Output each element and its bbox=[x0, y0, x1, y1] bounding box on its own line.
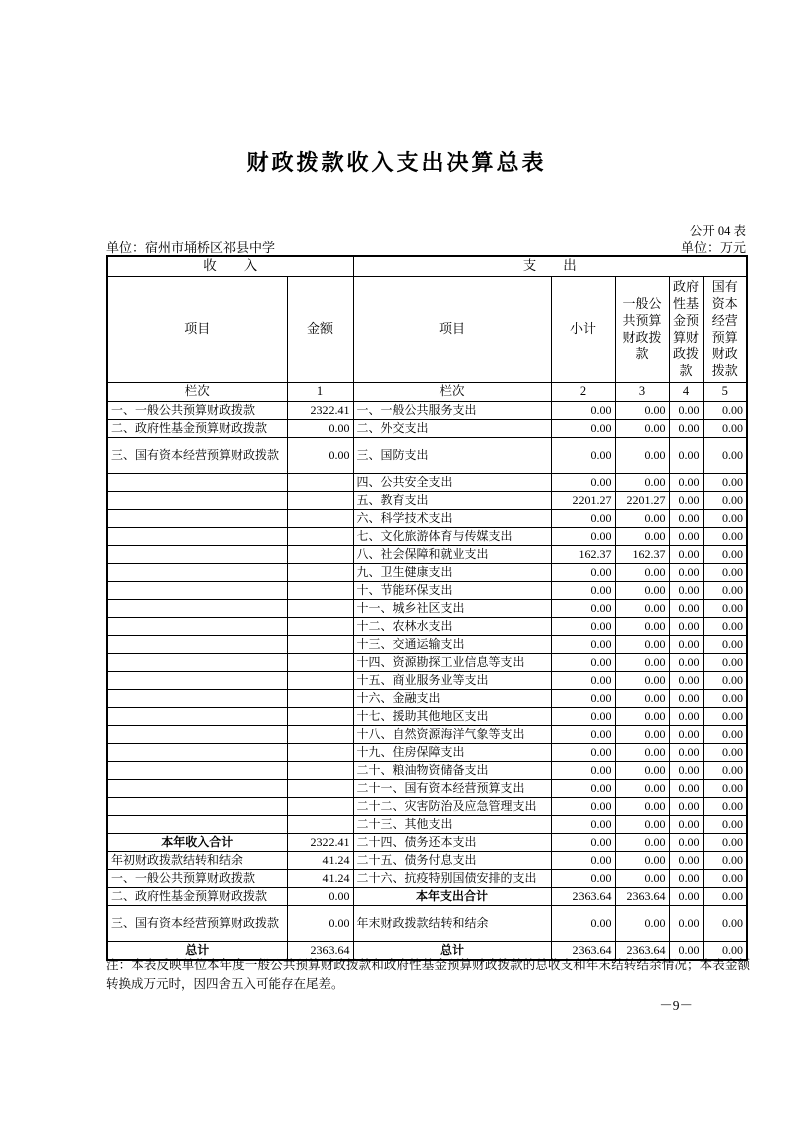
expense-general-cell: 0.00 bbox=[615, 653, 669, 671]
expense-state-cap-cell: 0.00 bbox=[703, 563, 747, 581]
expense-subtotal-cell: 0.00 bbox=[551, 635, 615, 653]
expense-gov-fund-cell: 0.00 bbox=[669, 527, 703, 545]
expense-state-cap-cell: 0.00 bbox=[703, 599, 747, 617]
expense-gov-fund-cell: 0.00 bbox=[669, 833, 703, 851]
index-col-5: 5 bbox=[703, 383, 747, 402]
table-row bbox=[107, 545, 747, 563]
income-item-cell: 二、政府性基金预算财政拨款 bbox=[107, 419, 287, 437]
income-item-cell bbox=[107, 527, 287, 545]
income-item-cell: 二、政府性基金预算财政拨款 bbox=[107, 887, 287, 905]
expense-gov-fund-cell: 0.00 bbox=[669, 545, 703, 563]
income-item-cell: 三、国有资本经营预算财政拨款 bbox=[107, 905, 287, 941]
expense-gov-fund-cell: 0.00 bbox=[669, 473, 703, 491]
expense-state-cap-cell: 0.00 bbox=[703, 689, 747, 707]
expense-subtotal-cell: 0.00 bbox=[551, 437, 615, 473]
income-amount-cell bbox=[287, 599, 353, 617]
table-row bbox=[107, 473, 747, 491]
expense-subtotal-cell: 0.00 bbox=[551, 527, 615, 545]
expense-state-cap-cell: 0.00 bbox=[703, 653, 747, 671]
income-amount-cell bbox=[287, 707, 353, 725]
expense-item-cell: 二十三、其他支出 bbox=[353, 815, 551, 833]
expense-subtotal-cell: 0.00 bbox=[551, 779, 615, 797]
expense-state-cap-cell: 0.00 bbox=[703, 851, 747, 869]
table-row bbox=[107, 707, 747, 725]
index-col-4: 4 bbox=[669, 383, 703, 402]
table-row bbox=[107, 689, 747, 707]
expense-gov-fund-cell: 0.00 bbox=[669, 743, 703, 761]
expense-gov-fund-cell: 0.00 bbox=[669, 563, 703, 581]
income-amount-cell bbox=[287, 671, 353, 689]
expense-gov-fund-cell: 0.00 bbox=[669, 869, 703, 887]
expense-state-cap-cell: 0.00 bbox=[703, 797, 747, 815]
income-amount-cell bbox=[287, 545, 353, 563]
expense-state-cap-cell: 0.00 bbox=[703, 635, 747, 653]
income-amount-cell bbox=[287, 509, 353, 527]
unit-currency: 单位：万元 bbox=[680, 240, 746, 255]
expense-subtotal-cell: 0.00 bbox=[551, 869, 615, 887]
expense-general-cell: 0.00 bbox=[615, 779, 669, 797]
income-item-cell bbox=[107, 743, 287, 761]
expense-item-cell: 二十六、抗疫特别国债安排的支出 bbox=[353, 869, 551, 887]
expense-gov-fund-cell: 0.00 bbox=[669, 581, 703, 599]
expense-general-cell: 0.00 bbox=[615, 725, 669, 743]
fiscal-summary-table bbox=[106, 255, 748, 961]
income-section-header: 收 入 bbox=[107, 256, 353, 276]
expense-subtotal-cell: 0.00 bbox=[551, 905, 615, 941]
expense-gov-fund-cell: 0.00 bbox=[669, 689, 703, 707]
expense-item-cell: 年末财政拨款结转和结余 bbox=[353, 905, 551, 941]
table-row bbox=[107, 671, 747, 689]
col-header-subtotal: 小计 bbox=[551, 276, 615, 382]
expense-item-cell: 十七、援助其他地区支出 bbox=[353, 707, 551, 725]
expense-item-cell: 十二、农林水支出 bbox=[353, 617, 551, 635]
income-item-cell bbox=[107, 689, 287, 707]
table-row bbox=[107, 815, 747, 833]
unit-row bbox=[106, 237, 746, 256]
income-amount-cell bbox=[287, 725, 353, 743]
expense-gov-fund-cell: 0.00 bbox=[669, 419, 703, 437]
income-item-cell: 总计 bbox=[107, 941, 287, 960]
col-header-gov-fund: 政府性基金预算财政拨款 bbox=[669, 276, 703, 382]
expense-general-cell: 0.00 bbox=[615, 527, 669, 545]
income-amount-cell bbox=[287, 635, 353, 653]
expense-general-cell: 0.00 bbox=[615, 797, 669, 815]
page-number: －9－ bbox=[659, 998, 693, 1013]
income-amount-cell: 2363.64 bbox=[287, 941, 353, 960]
expense-general-cell: 0.00 bbox=[615, 833, 669, 851]
income-amount-cell bbox=[287, 617, 353, 635]
expense-gov-fund-cell: 0.00 bbox=[669, 707, 703, 725]
expense-state-cap-cell: 0.00 bbox=[703, 545, 747, 563]
expense-item-cell: 一、一般公共服务支出 bbox=[353, 401, 551, 419]
expense-state-cap-cell: 0.00 bbox=[703, 833, 747, 851]
expense-general-cell: 2363.64 bbox=[615, 887, 669, 905]
table-row bbox=[107, 563, 747, 581]
expense-subtotal-cell: 0.00 bbox=[551, 761, 615, 779]
expense-general-cell: 0.00 bbox=[615, 509, 669, 527]
expense-item-cell: 本年支出合计 bbox=[353, 887, 551, 905]
expense-subtotal-cell: 0.00 bbox=[551, 833, 615, 851]
income-amount-cell: 0.00 bbox=[287, 905, 353, 941]
expense-state-cap-cell: 0.00 bbox=[703, 581, 747, 599]
income-item-cell: 三、国有资本经营预算财政拨款 bbox=[107, 437, 287, 473]
expense-subtotal-cell: 0.00 bbox=[551, 743, 615, 761]
expense-gov-fund-cell: 0.00 bbox=[669, 851, 703, 869]
income-item-cell: 一、一般公共预算财政拨款 bbox=[107, 401, 287, 419]
expense-item-cell: 十、节能环保支出 bbox=[353, 581, 551, 599]
table-row bbox=[107, 419, 747, 437]
expense-state-cap-cell: 0.00 bbox=[703, 761, 747, 779]
expense-subtotal-cell: 0.00 bbox=[551, 419, 615, 437]
table-row bbox=[107, 833, 747, 851]
expense-subtotal-cell: 0.00 bbox=[551, 725, 615, 743]
expense-general-cell: 162.37 bbox=[615, 545, 669, 563]
expense-item-cell: 七、文化旅游体育与传媒支出 bbox=[353, 527, 551, 545]
expense-general-cell: 0.00 bbox=[615, 635, 669, 653]
expense-gov-fund-cell: 0.00 bbox=[669, 779, 703, 797]
expense-subtotal-cell: 0.00 bbox=[551, 509, 615, 527]
income-item-cell bbox=[107, 599, 287, 617]
index-expense-label: 栏次 bbox=[353, 383, 551, 402]
table-row bbox=[107, 509, 747, 527]
expense-item-cell: 六、科学技术支出 bbox=[353, 509, 551, 527]
table-row bbox=[107, 905, 747, 941]
expense-subtotal-cell: 2363.64 bbox=[551, 941, 615, 960]
income-amount-cell: 2322.41 bbox=[287, 833, 353, 851]
expense-gov-fund-cell: 0.00 bbox=[669, 635, 703, 653]
expense-gov-fund-cell: 0.00 bbox=[669, 797, 703, 815]
expense-item-cell: 二十四、债务还本支出 bbox=[353, 833, 551, 851]
expense-item-cell: 十五、商业服务业等支出 bbox=[353, 671, 551, 689]
index-col-2: 2 bbox=[551, 383, 615, 402]
income-item-cell bbox=[107, 707, 287, 725]
table-row bbox=[107, 491, 747, 509]
expense-item-cell: 十六、金融支出 bbox=[353, 689, 551, 707]
expense-item-cell: 二十一、国有资本经营预算支出 bbox=[353, 779, 551, 797]
table-row bbox=[107, 779, 747, 797]
income-item-cell bbox=[107, 671, 287, 689]
expense-subtotal-cell: 0.00 bbox=[551, 671, 615, 689]
expense-state-cap-cell: 0.00 bbox=[703, 473, 747, 491]
expense-gov-fund-cell: 0.00 bbox=[669, 815, 703, 833]
expense-general-cell: 0.00 bbox=[615, 437, 669, 473]
expense-section-header: 支 出 bbox=[353, 256, 747, 276]
income-amount-cell bbox=[287, 581, 353, 599]
expense-gov-fund-cell: 0.00 bbox=[669, 437, 703, 473]
income-amount-cell: 0.00 bbox=[287, 419, 353, 437]
expense-gov-fund-cell: 0.00 bbox=[669, 761, 703, 779]
table-row bbox=[107, 851, 747, 869]
expense-gov-fund-cell: 0.00 bbox=[669, 725, 703, 743]
column-index-row bbox=[107, 383, 747, 402]
expense-state-cap-cell: 0.00 bbox=[703, 905, 747, 941]
income-item-cell bbox=[107, 509, 287, 527]
expense-general-cell: 0.00 bbox=[615, 671, 669, 689]
expense-subtotal-cell: 0.00 bbox=[551, 707, 615, 725]
table-body bbox=[107, 401, 747, 960]
col-header-income-amount: 金额 bbox=[287, 276, 353, 382]
expense-state-cap-cell: 0.00 bbox=[703, 491, 747, 509]
expense-subtotal-cell: 162.37 bbox=[551, 545, 615, 563]
expense-item-cell: 十三、交通运输支出 bbox=[353, 635, 551, 653]
footnote: 注：本表反映单位本年度一般公共预算财政拨款和政府性基金预算财政拨款的总收支和年末结转结余情况；本表金额转换成万元时，因四舍五入可能存在尾差。 bbox=[106, 958, 750, 992]
income-amount-cell: 41.24 bbox=[287, 869, 353, 887]
table-row bbox=[107, 797, 747, 815]
expense-subtotal-cell: 0.00 bbox=[551, 473, 615, 491]
expense-item-cell: 五、教育支出 bbox=[353, 491, 551, 509]
index-col-1: 1 bbox=[287, 383, 353, 402]
income-amount-cell: 0.00 bbox=[287, 887, 353, 905]
table-row bbox=[107, 401, 747, 419]
expense-state-cap-cell: 0.00 bbox=[703, 437, 747, 473]
expense-subtotal-cell: 2201.27 bbox=[551, 491, 615, 509]
income-item-cell: 本年收入合计 bbox=[107, 833, 287, 851]
expense-state-cap-cell: 0.00 bbox=[703, 707, 747, 725]
expense-state-cap-cell: 0.00 bbox=[703, 941, 747, 960]
expense-state-cap-cell: 0.00 bbox=[703, 887, 747, 905]
expense-item-cell: 十九、住房保障支出 bbox=[353, 743, 551, 761]
income-amount-cell bbox=[287, 689, 353, 707]
expense-gov-fund-cell: 0.00 bbox=[669, 599, 703, 617]
income-item-cell bbox=[107, 797, 287, 815]
income-item-cell bbox=[107, 491, 287, 509]
expense-state-cap-cell: 0.00 bbox=[703, 815, 747, 833]
expense-general-cell: 0.00 bbox=[615, 581, 669, 599]
expense-general-cell: 0.00 bbox=[615, 419, 669, 437]
income-item-cell bbox=[107, 635, 287, 653]
income-item-cell bbox=[107, 653, 287, 671]
expense-general-cell: 0.00 bbox=[615, 743, 669, 761]
column-header-row bbox=[107, 276, 747, 382]
expense-general-cell: 0.00 bbox=[615, 761, 669, 779]
expense-subtotal-cell: 0.00 bbox=[551, 401, 615, 419]
table-row bbox=[107, 581, 747, 599]
income-item-cell bbox=[107, 581, 287, 599]
col-header-income-item: 项目 bbox=[107, 276, 287, 382]
expense-general-cell: 0.00 bbox=[615, 815, 669, 833]
expense-general-cell: 0.00 bbox=[615, 851, 669, 869]
income-amount-cell bbox=[287, 473, 353, 491]
expense-item-cell: 八、社会保障和就业支出 bbox=[353, 545, 551, 563]
expense-state-cap-cell: 0.00 bbox=[703, 743, 747, 761]
expense-subtotal-cell: 0.00 bbox=[551, 599, 615, 617]
table-row bbox=[107, 617, 747, 635]
index-col-3: 3 bbox=[615, 383, 669, 402]
table-row bbox=[107, 761, 747, 779]
expense-subtotal-cell: 0.00 bbox=[551, 617, 615, 635]
expense-item-cell: 三、国防支出 bbox=[353, 437, 551, 473]
table-row bbox=[107, 437, 747, 473]
expense-state-cap-cell: 0.00 bbox=[703, 671, 747, 689]
expense-general-cell: 0.00 bbox=[615, 401, 669, 419]
expense-subtotal-cell: 2363.64 bbox=[551, 887, 615, 905]
expense-gov-fund-cell: 0.00 bbox=[669, 653, 703, 671]
income-amount-cell: 0.00 bbox=[287, 437, 353, 473]
expense-subtotal-cell: 0.00 bbox=[551, 563, 615, 581]
income-item-cell bbox=[107, 473, 287, 491]
income-item-cell bbox=[107, 563, 287, 581]
expense-gov-fund-cell: 0.00 bbox=[669, 509, 703, 527]
expense-gov-fund-cell: 0.00 bbox=[669, 491, 703, 509]
income-item-cell bbox=[107, 725, 287, 743]
income-item-cell bbox=[107, 779, 287, 797]
table-row bbox=[107, 599, 747, 617]
income-amount-cell bbox=[287, 779, 353, 797]
doc-label: 公开 04 表 bbox=[689, 224, 746, 238]
expense-state-cap-cell: 0.00 bbox=[703, 617, 747, 635]
expense-gov-fund-cell: 0.00 bbox=[669, 941, 703, 960]
col-header-expense-item: 项目 bbox=[353, 276, 551, 382]
income-item-cell bbox=[107, 761, 287, 779]
expense-general-cell: 0.00 bbox=[615, 473, 669, 491]
expense-state-cap-cell: 0.00 bbox=[703, 527, 747, 545]
income-amount-cell bbox=[287, 653, 353, 671]
table-row bbox=[107, 887, 747, 905]
income-amount-cell: 41.24 bbox=[287, 851, 353, 869]
expense-gov-fund-cell: 0.00 bbox=[669, 671, 703, 689]
income-amount-cell bbox=[287, 527, 353, 545]
income-amount-cell bbox=[287, 743, 353, 761]
expense-item-cell: 十八、自然资源海洋气象等支出 bbox=[353, 725, 551, 743]
income-amount-cell bbox=[287, 491, 353, 509]
income-amount-cell bbox=[287, 761, 353, 779]
table-row bbox=[107, 743, 747, 761]
expense-gov-fund-cell: 0.00 bbox=[669, 401, 703, 419]
expense-item-cell: 总计 bbox=[353, 941, 551, 960]
expense-state-cap-cell: 0.00 bbox=[703, 869, 747, 887]
unit-name: 单位：宿州市埇桥区祁县中学 bbox=[106, 240, 276, 255]
expense-state-cap-cell: 0.00 bbox=[703, 509, 747, 527]
expense-general-cell: 0.00 bbox=[615, 563, 669, 581]
expense-general-cell: 0.00 bbox=[615, 905, 669, 941]
expense-item-cell: 十四、资源勘探工业信息等支出 bbox=[353, 653, 551, 671]
col-header-general-budget: 一般公共预算财政拨款 bbox=[615, 276, 669, 382]
expense-subtotal-cell: 0.00 bbox=[551, 851, 615, 869]
col-header-state-capital: 国有资本经营预算财政拨款 bbox=[703, 276, 747, 382]
income-item-cell: 一、一般公共预算财政拨款 bbox=[107, 869, 287, 887]
expense-item-cell: 四、公共安全支出 bbox=[353, 473, 551, 491]
income-amount-cell bbox=[287, 797, 353, 815]
expense-state-cap-cell: 0.00 bbox=[703, 401, 747, 419]
expense-subtotal-cell: 0.00 bbox=[551, 653, 615, 671]
section-header-row bbox=[107, 256, 747, 276]
expense-subtotal-cell: 0.00 bbox=[551, 689, 615, 707]
income-item-cell bbox=[107, 545, 287, 563]
expense-general-cell: 0.00 bbox=[615, 869, 669, 887]
income-amount-cell bbox=[287, 563, 353, 581]
table-row bbox=[107, 635, 747, 653]
table-row bbox=[107, 527, 747, 545]
expense-item-cell: 二、外交支出 bbox=[353, 419, 551, 437]
income-amount-cell: 2322.41 bbox=[287, 401, 353, 419]
expense-gov-fund-cell: 0.00 bbox=[669, 905, 703, 941]
expense-state-cap-cell: 0.00 bbox=[703, 779, 747, 797]
expense-general-cell: 0.00 bbox=[615, 599, 669, 617]
table-row bbox=[107, 869, 747, 887]
expense-state-cap-cell: 0.00 bbox=[703, 419, 747, 437]
expense-gov-fund-cell: 0.00 bbox=[669, 887, 703, 905]
expense-item-cell: 二十、粮油物资储备支出 bbox=[353, 761, 551, 779]
expense-subtotal-cell: 0.00 bbox=[551, 797, 615, 815]
income-item-cell: 年初财政拨款结转和结余 bbox=[107, 851, 287, 869]
index-income-label: 栏次 bbox=[107, 383, 287, 402]
expense-subtotal-cell: 0.00 bbox=[551, 815, 615, 833]
expense-general-cell: 2201.27 bbox=[615, 491, 669, 509]
income-item-cell bbox=[107, 815, 287, 833]
income-amount-cell bbox=[287, 815, 353, 833]
expense-item-cell: 九、卫生健康支出 bbox=[353, 563, 551, 581]
expense-item-cell: 二十五、债务付息支出 bbox=[353, 851, 551, 869]
expense-general-cell: 0.00 bbox=[615, 707, 669, 725]
expense-general-cell: 2363.64 bbox=[615, 941, 669, 960]
table-row bbox=[107, 653, 747, 671]
expense-state-cap-cell: 0.00 bbox=[703, 725, 747, 743]
expense-gov-fund-cell: 0.00 bbox=[669, 617, 703, 635]
expense-item-cell: 二十二、灾害防治及应急管理支出 bbox=[353, 797, 551, 815]
expense-general-cell: 0.00 bbox=[615, 689, 669, 707]
expense-subtotal-cell: 0.00 bbox=[551, 581, 615, 599]
income-item-cell bbox=[107, 617, 287, 635]
expense-general-cell: 0.00 bbox=[615, 617, 669, 635]
table-row bbox=[107, 725, 747, 743]
page-title: 财政拨款收入支出决算总表 bbox=[246, 150, 547, 175]
expense-item-cell: 十一、城乡社区支出 bbox=[353, 599, 551, 617]
